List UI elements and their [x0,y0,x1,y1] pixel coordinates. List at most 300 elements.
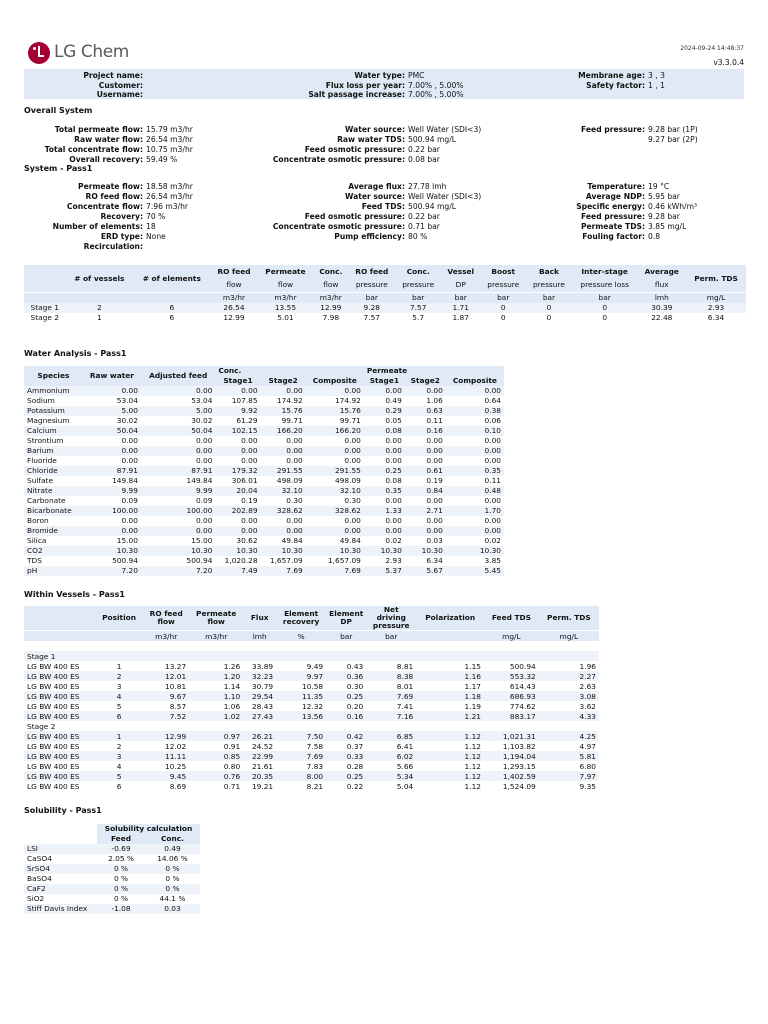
species-value: 0.48 [484,486,501,496]
field-label: Total concentrate flow: [44,145,143,154]
stage-cell: 22.48 [651,313,673,323]
species-value: 0.00 [385,526,402,536]
column-header-sub: pressure [487,280,520,290]
species-value: 0.08 [385,476,402,486]
element-row [24,661,599,671]
species-value: 53.04 [116,396,138,406]
element-value: 7.83 [306,761,324,771]
field-value: 10.75 m3/hr [146,145,193,154]
species-value: 5.00 [195,406,213,416]
species-value: 53.04 [191,396,213,406]
element-value: 1,524.09 [502,781,536,791]
system-pass1-block [24,182,744,254]
species-value: 328.62 [334,506,361,516]
field-label: Username: [96,90,143,99]
element-value: 1.12 [464,741,482,751]
species-row [24,446,504,456]
species-value: 0.00 [286,436,303,446]
unit-header [65,293,133,304]
element-value: 4.97 [579,741,596,751]
spacer-row [24,641,599,651]
field-label: Recirculation: [83,242,143,251]
species-name: Bromide [27,526,58,536]
software-version: v3.3.0.4 [713,58,744,67]
stage-cell: 2.93 [707,303,725,313]
species-value: 49.84 [339,536,361,546]
stage-cell: Stage 2 [30,313,59,323]
stage-cell: 12.99 [320,303,342,313]
species-value: 0.63 [426,406,443,416]
solubility-row [24,864,200,874]
column-header: Polarization [425,613,476,623]
field-value: 7.00% , 5.00% [408,90,464,99]
species-value: 0.00 [344,516,361,526]
unit-header: bar [395,293,441,304]
element-value: 10.81 [165,681,187,691]
field-value: 0.46 kWh/m³ [648,202,698,211]
element-value: 0.25 [346,691,364,701]
column-header: Position [102,613,136,623]
overall-system-title: Overall System [24,106,93,115]
column-header: Perm. TDS [547,613,591,623]
column-header-sub: flow [226,280,242,290]
species-name: CO2 [27,546,43,556]
element-value: 2.63 [579,681,596,691]
element-value: 6.02 [396,751,414,761]
conc-header: Conc. [145,834,200,844]
species-value: 107.85 [231,396,258,406]
unit-header: lmh [638,293,686,304]
element-value: 0.16 [346,711,364,721]
unit-header: mg/L [484,631,539,642]
species-value: 0.25 [385,466,402,476]
element-value: 0.22 [346,781,364,791]
species-value: 0.16 [426,426,443,436]
species-name: Boron [27,516,49,526]
field-label: Concentrate osmotic pressure: [272,222,405,231]
element-value: 7.50 [306,731,324,741]
element-value: 4.33 [579,711,596,721]
stage-cell: 6 [169,313,175,323]
species-value: 3.85 [484,556,501,566]
species-row [24,526,504,536]
element-value: 2 [116,671,122,681]
species-row [24,496,504,506]
species-value: 9.92 [241,406,258,416]
field-label: Permeate flow: [78,182,143,191]
field-label: Project name: [83,71,143,80]
element-model: LG BW 400 ES [27,781,80,791]
blank-header [24,824,97,834]
stage-cell: 1 [96,313,102,323]
field-label: Feed pressure: [581,125,645,134]
species-value: 0.09 [195,496,213,506]
species-row [24,436,504,446]
column-header: Average [644,266,679,276]
column-header: Element recovery [282,609,320,627]
solubility-row [24,884,200,894]
field-label: Recovery: [100,212,143,221]
stage-cell: 7.57 [363,313,381,323]
spacer-cell [24,641,599,651]
element-value: 8.21 [306,781,324,791]
column-header: Net driving pressure [372,605,410,631]
element-value: 1 [116,731,122,741]
field-label: Overall recovery: [69,155,143,164]
species-value: 9.99 [121,486,138,496]
element-value: 8.00 [306,771,324,781]
species-value: 0.49 [385,396,402,406]
species-row [24,396,504,406]
element-row [24,741,599,751]
column-header-sub: flux [654,280,669,290]
system-pass1-title: System - Pass1 [24,164,93,173]
element-value: 1 [116,661,122,671]
column-header: Feed TDS [491,613,531,623]
species-value: 0.00 [484,456,501,466]
element-model: LG BW 400 ES [27,771,80,781]
solubility-value: 0 % [113,864,129,874]
species-value: 0.00 [121,446,138,456]
species-value: 10.30 [281,546,303,556]
stage-cell: 12.99 [223,313,245,323]
species-value: 102.15 [231,426,258,436]
column-header-sub: pressure [355,280,388,290]
column-header: RO feed flow [149,609,183,627]
element-model: LG BW 400 ES [27,691,80,701]
species-value: 0.30 [344,496,361,506]
species-value: 0.00 [344,386,361,396]
element-value: 27.43 [251,711,274,721]
element-value: 1.10 [223,691,241,701]
species-value: 498.09 [334,476,361,486]
species-value: 15.00 [116,536,138,546]
solubility-value: 44.1 % [159,894,186,904]
solubility-table [24,824,200,914]
stage-table [24,265,746,323]
column-header: Flux [250,613,269,623]
field-value: 18.58 m3/hr [146,182,193,191]
element-value: 3.62 [579,701,596,711]
field-label: Salt passage increase: [308,90,405,99]
species-value: 5.67 [426,566,443,576]
species-value: 0.00 [344,446,361,456]
column-header: Vessel [447,266,475,276]
element-value: 1.17 [464,681,482,691]
species-value: 0.00 [286,386,303,396]
element-value: 500.94 [509,661,536,671]
element-value: 0.76 [223,771,241,781]
column-header-sub: DP [455,280,466,290]
element-value: 1,021.31 [502,731,536,741]
field-value: 27.78 lmh [408,182,447,191]
species-value: 0.35 [385,486,402,496]
element-value: 5.04 [396,781,414,791]
species-value: 7.49 [241,566,258,576]
stage-label-row [24,721,599,731]
element-model: LG BW 400 ES [27,671,80,681]
species-value: 5.45 [484,566,501,576]
solubility-name: BaSO4 [27,874,52,884]
stage-cell: 0 [500,313,506,323]
stage-cell: 2 [96,303,102,313]
species-value: 0.61 [426,466,443,476]
element-value: 7.58 [306,741,324,751]
species-value: 7.20 [195,566,213,576]
field-label: Customer: [98,80,143,90]
field-label: Feed osmotic pressure: [304,145,405,154]
species-value: 0.00 [426,386,443,396]
species-value: 30.02 [191,416,213,426]
element-value: 5 [116,701,122,711]
conc-header: Conc. [218,366,242,376]
species-value: 0.00 [121,456,138,466]
unit-header [24,631,95,642]
solubility-name: SiO2 [27,894,45,904]
field-label: Specific energy: [576,202,645,211]
field-value: 0.8 [648,232,661,241]
field-value: 0.71 bar [408,222,440,231]
unit-header: bar [480,293,526,304]
field-value: 0.08 bar [408,155,440,164]
stage-cell: 1.87 [452,313,469,323]
stage-cell: 0 [602,303,608,313]
element-value: 8.81 [396,661,414,671]
element-value: 883.17 [509,711,536,721]
stage-cell: 1.71 [452,303,469,313]
element-row [24,781,599,791]
species-name: Magnesium [27,416,70,426]
species-value: 174.92 [334,396,361,406]
water-analysis-table [24,366,504,576]
column-header-sub: pressure [532,280,565,290]
species-name: Ammonium [27,386,70,396]
species-row [24,546,504,556]
feed-header: Feed [97,834,145,844]
field-value: None [146,232,166,241]
column-header-sub [24,278,65,293]
species-value: 0.00 [385,496,402,506]
element-value: 8.38 [396,671,414,681]
species-value: 0.10 [484,426,501,436]
solubility-value: 0 % [113,884,129,894]
solubility-value: 0 % [165,884,180,894]
element-value: 0.43 [346,661,364,671]
report-timestamp: 2024-09-24 14:48:37 [680,45,744,52]
solubility-name: SrSO4 [27,864,50,874]
element-value: 0.85 [223,751,241,761]
species-value: 291.55 [334,466,361,476]
species-value: 7.20 [121,566,138,576]
element-value: 9.67 [169,691,187,701]
field-label: Concentrate flow: [66,202,143,211]
species-value: 0.00 [484,386,501,396]
species-value: 99.71 [339,416,361,426]
species-value: 0.00 [195,526,213,536]
raw-water-header: Raw water [89,371,134,381]
element-value: 12.32 [301,701,324,711]
element-value: 10.25 [165,761,187,771]
solubility-name: CaSO4 [27,854,52,864]
element-value: 1.18 [464,691,482,701]
element-model: LG BW 400 ES [27,681,80,691]
element-value: 32.23 [251,671,274,681]
species-value: 10.30 [479,546,501,556]
species-name: Chloride [27,466,58,476]
species-value: 0.00 [195,386,213,396]
element-value: 1.15 [464,661,482,671]
solubility-value: 0.03 [164,904,181,914]
species-value: 291.55 [276,466,303,476]
element-value: 11.35 [301,691,324,701]
element-value: 0.91 [223,741,241,751]
solubility-row [24,874,200,884]
element-value: 29.54 [251,691,274,701]
element-row [24,701,599,711]
element-value: 6 [116,781,122,791]
species-value: 10.30 [191,546,213,556]
solubility-value: -0.69 [111,844,131,854]
element-value: 9.45 [169,771,187,781]
species-value: 498.09 [276,476,303,486]
species-value: 0.38 [484,406,501,416]
field-value: Well Water (SDI<3) [408,125,482,134]
sub-header: Stage1 [223,376,253,386]
solubility-row [24,894,200,904]
element-value: 12.99 [165,731,187,741]
within-vessels-title: Within Vessels - Pass1 [24,590,125,599]
unit-header: lmh [243,631,276,642]
field-value: 18 [146,222,156,231]
species-header: Species [37,371,70,381]
species-value: 0.00 [241,516,258,526]
species-value: 50.04 [191,426,213,436]
element-value: 1.12 [464,771,482,781]
solubility-value: 0 % [113,874,129,884]
element-model: LG BW 400 ES [27,741,80,751]
species-value: 0.00 [241,456,258,466]
field-value: 7.96 m3/hr [146,202,189,211]
adjusted-feed-header: Adjusted feed [149,371,208,381]
unit-header [24,293,65,304]
species-value: 32.10 [339,486,361,496]
unit-header: mg/L [539,631,599,642]
element-value: 0.36 [346,671,364,681]
species-value: 0.00 [286,446,303,456]
field-label: Feed pressure: [581,212,645,221]
species-value: 1.70 [484,506,501,516]
column-header-sub: flow [277,280,294,290]
species-value: 0.00 [121,386,138,396]
stage-label-row [24,651,599,661]
element-value: 1.12 [464,731,482,741]
element-value: 30.79 [251,681,274,691]
element-value: 7.52 [169,711,187,721]
element-value: 1.14 [223,681,241,691]
element-value: 8.57 [169,701,187,711]
species-value: 1,657.09 [269,556,303,566]
element-value: 19.21 [251,781,274,791]
species-name: Barium [27,446,54,456]
species-value: 10.30 [339,546,361,556]
column-header: Permeate flow [196,609,237,627]
species-value: 0.00 [484,496,501,506]
species-row [24,466,504,476]
solubility-name: Stiff Davis Index [27,904,88,914]
species-value: 0.00 [426,516,443,526]
element-value: 9.35 [579,781,596,791]
field-label: Safety factor: [586,80,645,90]
species-value: 0.00 [385,516,402,526]
column-header-sub: flow [323,280,339,290]
species-value: 0.00 [286,526,303,536]
field-label: Number of elements: [52,222,143,231]
column-header-sub: pressure [402,280,435,290]
element-value: 21.61 [251,761,274,771]
element-value: 8.01 [396,681,414,691]
field-value: 80 % [408,232,428,241]
species-value: 0.00 [241,526,258,536]
species-name: Bicarbonate [27,506,72,516]
species-value: 0.00 [385,446,402,456]
element-model: LG BW 400 ES [27,761,80,771]
blank-header [24,834,97,844]
element-value: 5.34 [396,771,414,781]
element-model: LG BW 400 ES [27,661,80,671]
stage-cell: 5.7 [412,313,425,323]
unit-header: bar [348,293,395,304]
species-value: 87.91 [191,466,213,476]
field-value: 7.00% , 5.00% [408,80,464,90]
species-name: Sodium [27,396,55,406]
species-value: 10.30 [380,546,402,556]
unit-header: bar [572,293,638,304]
element-value: 24.52 [251,741,274,751]
species-name: TDS [27,556,42,566]
field-label: Temperature: [587,182,645,191]
element-value: 7.41 [396,701,414,711]
species-value: 0.00 [286,456,303,466]
unit-header: % [276,631,326,642]
species-value: 0.00 [195,516,213,526]
stage-cell: 26.54 [223,303,245,313]
species-value: 0.00 [385,386,402,396]
species-row [24,416,504,426]
solubility-title: Solubility - Pass1 [24,806,102,815]
stage-cell: 7.98 [322,313,340,323]
field-label: Average NDP: [585,192,645,201]
element-value: 553.32 [509,671,536,681]
species-row [24,476,504,486]
species-value: 0.00 [195,446,213,456]
element-value: 6.80 [579,761,596,771]
solubility-value: -1.08 [111,904,131,914]
species-value: 0.00 [121,526,138,536]
element-model: LG BW 400 ES [27,711,80,721]
species-row [24,486,504,496]
field-value: 500.94 mg/L [408,202,456,211]
stage-cell: 6.34 [707,313,725,323]
solubility-row [24,854,200,864]
species-value: 15.76 [281,406,303,416]
species-value: 99.71 [281,416,303,426]
field-value: 500.94 mg/L [408,135,456,144]
field-value: 59.49 % [146,155,178,164]
species-name: Silica [27,536,47,546]
field-label: Pump efficiency: [334,232,405,241]
element-value: 0.30 [346,681,364,691]
unit-header: m3/hr [189,631,243,642]
